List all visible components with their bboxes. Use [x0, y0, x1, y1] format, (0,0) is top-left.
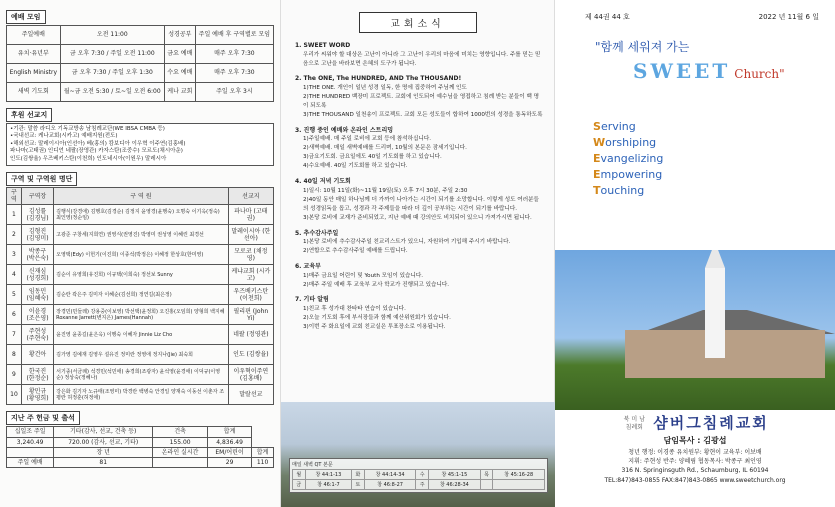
qt-row: [293, 480, 545, 490]
qt-cell: 창 46:28-34: [429, 480, 481, 490]
staff-line-2: 지휘: 주현성 반주: 양혜림 협동목사: 박종구 최인영: [628, 457, 762, 465]
attendance-value: [153, 458, 208, 468]
news-line: 3)이번 주 화요일에 교회 친교실은 투표장소로 이용됩니다.: [303, 323, 446, 330]
zone-row: [7, 225, 274, 245]
zone-cell: 말랄선교: [228, 385, 273, 405]
offering-header: 합계: [208, 427, 252, 437]
church-info: [555, 412, 835, 485]
zone-members: 오영택(Edy) 이헌기(이진희) 이종석(박정은) 이혜정 한상호(한미영): [54, 245, 229, 265]
acronym-item: [593, 135, 835, 151]
acronym-letter: E: [593, 151, 601, 165]
news-line: 2)THE HUNDRED 백장미 프로젝트. 교회에 인도되어 예수님을 영접하고 침례 받는 분들이 백 명이 되도록: [303, 94, 540, 109]
news-heading: 3. 진행 중인 예배와 온라인 스트리밍: [295, 126, 394, 134]
news-line: 우리가 씨워야 할 대상은 고난이 아니라 그 고난이 우리의 마음에 미치는 영향입니다. 주를 믿는 믿음으로 고난을 바라보면 은혜의 도구가 됩니다.: [303, 51, 541, 67]
zone-cell: 케냐교회 (시카고): [228, 265, 273, 285]
worship-row: [7, 64, 274, 83]
offering-value: 720.00 (감사, 선교, 기타): [54, 437, 153, 447]
worship-table: [6, 25, 274, 102]
zone-members: 고광준 구창세(지희연) 권영식(권영진) 박영미 권성영 이혜린 최경선: [54, 225, 229, 245]
qt-cell: 수: [416, 470, 429, 480]
mission-line: •해외선교: 말레이시아(인선아) 베(홍의) 캄보디아 이우혁 이주연(김홍배): [10, 140, 186, 147]
zone-row: [7, 365, 274, 385]
news-line: 1)매주 금요일 어린이 및 Youth 모임이 있습니다.: [303, 272, 424, 279]
worship-cell: 주일 예배 후 구역별로 모임: [195, 26, 273, 45]
attendance-header: EM/어린이: [208, 447, 252, 457]
zone-cell: 네팔 (정영관): [228, 325, 273, 345]
building-shape: [625, 330, 825, 378]
worship-cell: 매주 오후 7:30: [195, 64, 273, 83]
attendance-header: 합계: [252, 447, 274, 457]
zone-cell: 필리핀 (John Yi): [228, 305, 273, 325]
acronym-letter: E: [593, 167, 601, 181]
worship-row: [7, 26, 274, 45]
news-line: 3)금요기도회. 금요일에도 40일 기도회를 하고 있습니다.: [303, 154, 442, 161]
acronym-letter: S: [593, 120, 601, 133]
worship-cell: 금요 예배: [164, 45, 195, 64]
attendance-value: 81: [54, 458, 153, 468]
issue-date: 2022 년 11월 6 일: [758, 13, 819, 21]
worship-cell: 금 오후 7:30 / 주일 오후 1:30: [60, 64, 164, 83]
qt-cell: 창 44:1-13: [305, 470, 352, 480]
acronym-item: [593, 119, 835, 135]
zone-members: 장경민(민들레) 강용중(이보영) 박선택(윤정희) 오진홍(오임희) 양형희 백지혜 Roxanne Jarrett(변지은) James(Hannah): [54, 305, 229, 325]
zone-cell: 이윤경 (조은영): [21, 305, 53, 325]
zone-cell: 신재심 (성경희): [21, 265, 53, 285]
qt-cell: 창 45:1-15: [429, 470, 481, 480]
zone-members: 윤진영 윤종길(윤은옥) 이행숙 이혜자 Jinnie Liz Cho: [54, 325, 229, 345]
acronym-list: [593, 119, 835, 199]
slogan: "함께 세워져 가는: [595, 40, 690, 54]
attendance-value: 29: [208, 458, 252, 468]
offering-value: 3,240.49: [7, 437, 54, 447]
news-line: 1)THE ONE. 개인이 일년 성경 일독, 한 명에 집중하여 주님께 인도: [303, 85, 467, 92]
mission-line: 파나마(고태권) 인디언 네팔(장영관) 카자스탄(조중수) 모르도(채시아운): [10, 148, 183, 155]
attendance-header: 온라인 실시간: [153, 447, 208, 457]
zone-cell: 4: [7, 265, 22, 285]
news-line: 3)본당 로비에 교재가 준비되었고, 지난 예배 때 강의안도 비치되어 있으니 가져가시면 됩니다.: [303, 214, 532, 221]
zone-cell: 5: [7, 285, 22, 305]
zone-cell: 김형진 (김영미): [21, 225, 53, 245]
qt-cell: 창 46:8-27: [364, 480, 416, 490]
attendance-value: 주일 예배: [7, 458, 54, 468]
zone-table: [6, 187, 274, 405]
worship-cell: 월~금 오전 5:30 / 토~일 오전 6:00: [60, 83, 164, 102]
acronym-word: mpowering: [600, 167, 663, 181]
news-heading: 1. SWEET WORD: [295, 42, 351, 49]
zone-cell: 말레이시아 (한선아): [228, 225, 273, 245]
zone-header: 구 역 원: [54, 188, 229, 205]
news-heading: 7. 기타 알림: [295, 296, 329, 304]
cover-panel: [555, 0, 835, 507]
church-photo-bottom: [281, 402, 556, 507]
zone-members: 서기종(서금례) 석경민(석민애) 송경희(조광자) 윤석영(윤경애) 이덕규(이영순) 정상숙(정혜나): [54, 365, 229, 385]
qt-cell: [480, 480, 493, 490]
staff-line-1: 청년 행정: 이경종 유치원부: 황현이 교육부: 이보배: [628, 448, 762, 456]
worship-cell: 수요 예배: [164, 64, 195, 83]
news-heading: 6. 교육부: [295, 262, 321, 270]
zone-cell: 박종구 (박은숙): [21, 245, 53, 265]
worship-cell: 새벽 기도회: [7, 83, 61, 102]
qt-cell: 화: [352, 470, 365, 480]
news-heading: 4. 40일 저녁 기도회: [295, 178, 351, 186]
worship-cell: English Ministry: [7, 64, 61, 83]
zone-members: 김순이 유영희(유진희) 이규택(이희숙) 정선보 Sunny: [54, 265, 229, 285]
zone-cell: 9: [7, 365, 22, 385]
offering-value: 4,836.49: [208, 437, 252, 447]
news-line: 2)40일 동안 매일 하나님께 더 가까이 나아가는 시간이 되기를 소망합니다. 이렇게 성도 여러분들의 성경읽독을 돕고, 성경과 각 주제들을 따라 더 깊이 공부하는 시간이 되기를 바랍니다.: [303, 196, 539, 212]
staff-title: 후원 선교지: [6, 108, 52, 122]
offering-header: 십일조 주일: [7, 427, 54, 437]
zone-members: 강은화 김기자 노규태(조영미) 박경란 백병숙 안경일 양재숙 이동선 이춘자 조평란 허정훈(허정애): [54, 385, 229, 405]
qt-cell: 목: [480, 470, 493, 480]
news-line: 1)친교 후 성가대 찬타타 연습이 있습니다.: [303, 306, 406, 313]
zone-row: [7, 325, 274, 345]
qt-cell: 토: [352, 480, 365, 490]
contact: TEL:847)843-0855 FAX:847)843-0865 www.sweetchurch.org: [604, 476, 786, 484]
news-line: 3)THE THOUSAND 일천송이 프로젝트. 교회 모든 성도들이 합하여 1000번의 성경을 통독하도록: [303, 111, 543, 118]
zone-cell: 10: [7, 385, 22, 405]
sweet-word: SWEET: [633, 59, 731, 83]
news-line: 2)오늘 기도회 후에 부서장들과 함께 예산위원회가 있습니다.: [303, 314, 451, 321]
zone-cell: 김성률 (김경님): [21, 205, 53, 225]
zone-cell: 6: [7, 305, 22, 325]
zone-cell: 주현성 (주현숙): [21, 325, 53, 345]
acronym-letter: W: [593, 135, 606, 149]
qt-cell: 창 44:14-34: [364, 470, 416, 480]
qt-cell: [493, 480, 545, 490]
acronym-item: [593, 167, 835, 183]
zone-cell: 황민규 (황영희): [21, 385, 53, 405]
attendance-header: [7, 447, 54, 457]
qt-cell: 창 45:16-28: [493, 470, 545, 480]
steeple-shape: [705, 268, 725, 358]
zone-header: 선교지: [228, 188, 273, 205]
zone-cell: 2: [7, 225, 22, 245]
worship-cell: 성경공부: [164, 26, 195, 45]
offering-header: 건축: [153, 427, 208, 437]
worship-row: [7, 83, 274, 102]
zone-members: 김순란 곽은주 김미자 이혜순(김선희) 정연길(최은정): [54, 285, 229, 305]
news-panel: [280, 0, 555, 507]
left-panel: [0, 0, 280, 507]
qt-cell: 월: [293, 470, 306, 480]
zone-cell: 1: [7, 205, 22, 225]
qt-cell: 창 46:1-7: [305, 480, 352, 490]
issue-number: 제 44권 44 호: [585, 13, 630, 21]
news-list: [281, 41, 554, 332]
church-building-photo: [555, 250, 835, 410]
worship-cell: 주일예배: [7, 26, 61, 45]
denomination: 북 미 남침례회: [623, 415, 645, 431]
church-name: 샴버그침례교회: [653, 414, 769, 432]
news-line: 2)매주 주일 예배 후 교육부 교사 학교가 진행되고 있습니다.: [303, 281, 450, 288]
mission-line: 인도(김쌍율) 우즈베키스탄(이천희) 인도네시아(이원우) 말레시아: [10, 155, 167, 162]
acronym-word: ouching: [600, 183, 645, 197]
mission-list: [6, 123, 274, 166]
offering-value: 155.00: [153, 437, 208, 447]
zone-row: [7, 305, 274, 325]
zones-title: 구역 및 구역원 명단: [6, 172, 77, 186]
zone-cell: 이우혁이주연 (김홍배): [228, 365, 273, 385]
acronym-item: [593, 151, 835, 167]
zone-cell: 우즈베키스탄 (이천희): [228, 285, 273, 305]
attendance-value: 110: [252, 458, 274, 468]
news-heading: 2. The ONE, The HUNDRED, AND The THOUSAND!: [295, 75, 462, 83]
zone-cell: 8: [7, 345, 22, 365]
zone-row: [7, 285, 274, 305]
qt-schedule: [289, 458, 548, 493]
zone-row: [7, 245, 274, 265]
zone-cell: 파나마 (고태권): [228, 205, 273, 225]
news-line: 1)본당 로비에 추수감사주일 친교리스트가 있으니, 자원하여 기입해 주시기 바랍니다.: [303, 239, 511, 246]
mission-line: •기관: 말씀 라디오 기독교방송 남침례교단(WE IBSA CMBA 등): [10, 126, 165, 132]
qt-cell: 금: [293, 480, 306, 490]
zone-cell: 황건아: [21, 345, 53, 365]
acronym-item: [593, 183, 835, 199]
worship-cell: 오전 11:00: [60, 26, 164, 45]
news-line: 4)수요예배. 40일 기도회를 하고 있습니다.: [303, 163, 408, 170]
qt-title: 매일 새벽 QT 본문: [292, 462, 333, 468]
zone-row: [7, 265, 274, 285]
news-heading: 5. 추수감사주일: [295, 229, 339, 237]
mission-line: •국내선교: 케나교회(시카고) 예배지원(전도): [10, 133, 118, 140]
zone-cell: 모로코 (채정영): [228, 245, 273, 265]
worship-cell: 케나 교회: [164, 83, 195, 102]
zone-cell: 인도 (김쌍율): [228, 345, 273, 365]
offering-table: [6, 426, 274, 468]
offering-header: 기타(감사, 선교, 건축 등): [54, 427, 153, 437]
offering-title: 지난 주 헌금 및 출석: [6, 411, 80, 425]
news-line: 2)연합으로 추수감사주일 예배를 드립니다.: [303, 248, 408, 255]
zone-row: [7, 345, 274, 365]
qt-row: [293, 470, 545, 480]
worship-cell: 매주 오후 7:30: [195, 45, 273, 64]
acronym-word: orshiping: [605, 135, 657, 149]
pastor: 담임목사 : 김광섭: [663, 436, 727, 446]
news-line: 2)새벽예배. 매일 새벽예배를 드리며, 10월의 본문은 잠세기입니다.: [303, 145, 467, 152]
acronym-letter: T: [593, 183, 601, 197]
church-word: Church": [734, 67, 785, 81]
zone-cell: 임동민 (임혜숙): [21, 285, 53, 305]
zone-header: 구역: [7, 188, 22, 205]
worship-cell: 유치·유년부: [7, 45, 61, 64]
worship-title: 예배 모임: [6, 10, 46, 24]
zone-members: 김행식(강경애) 김행호(김경순) 김정지 윤영경(윤행숙) 오명숙 이기옥(정숙) 최인영(정순임): [54, 205, 229, 225]
worship-cell: 주일 오후 3시: [195, 83, 273, 102]
news-title: 교회소식: [359, 12, 477, 33]
zone-row: [7, 385, 274, 405]
zone-row: [7, 205, 274, 225]
news-line: 1)주일예배. 매 주일 로비에 교회 등에 참석하십니다.: [303, 136, 432, 143]
zone-members: 김가영 김예재 김영우 설유진 정미란 정영애 정지나(Jie) 최숙희: [54, 345, 229, 365]
attendance-header: 장 년: [54, 447, 153, 457]
zone-cell: 3: [7, 245, 22, 265]
zone-header: 구역장: [21, 188, 53, 205]
zone-cell: 7: [7, 325, 22, 345]
acronym-word: erving: [600, 120, 636, 133]
worship-row: [7, 45, 274, 64]
acronym-word: vangelizing: [600, 151, 664, 165]
worship-cell: 금 오후 7:30 / 주일 오전 11:00: [60, 45, 164, 64]
address: 316 N. Springinsguth Rd., Schaumburg, IL 60194: [621, 467, 769, 475]
zone-cell: 한국진 (한정순): [21, 365, 53, 385]
qt-cell: 주: [416, 480, 429, 490]
news-line: 1)일시: 10월 11일(화)~11월 19일(토) 오후 7시 30분, 주일 2:30: [303, 187, 468, 194]
